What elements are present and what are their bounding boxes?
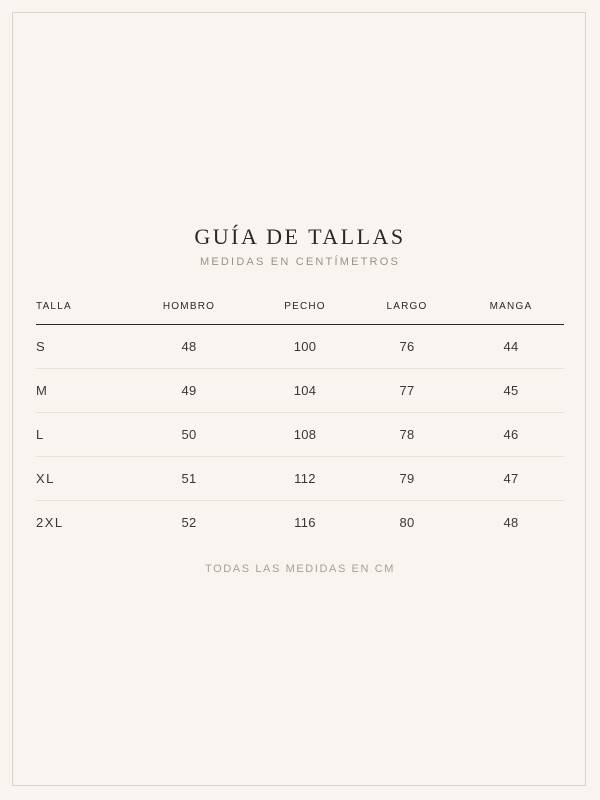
cell-talla: S — [36, 325, 124, 369]
cell-manga: 44 — [458, 325, 564, 369]
cell-manga: 47 — [458, 457, 564, 501]
table-row — [36, 501, 564, 545]
cell-largo: 78 — [356, 413, 458, 457]
header-largo: LARGO — [356, 288, 458, 325]
cell-manga: 46 — [458, 413, 564, 457]
cell-hombro: 48 — [124, 325, 254, 369]
cell-largo: 77 — [356, 369, 458, 413]
cell-hombro: 51 — [124, 457, 254, 501]
cell-manga: 48 — [503, 515, 519, 530]
cell-pecho: 112 — [254, 457, 356, 501]
cell-largo: 76 — [356, 325, 458, 369]
table-header-row — [36, 288, 564, 325]
page-title: GUÍA DE TALLAS — [194, 224, 406, 249]
table-row — [36, 457, 564, 501]
cell-pecho: 104 — [254, 369, 356, 413]
cell-pecho: 108 — [254, 413, 356, 457]
cell-largo: 80 — [399, 515, 415, 530]
table-row — [36, 325, 564, 369]
cell-hombro: 52 — [181, 515, 197, 530]
page-subtitle: MEDIDAS EN CENTÍMETROS — [200, 256, 400, 268]
cell-manga: 45 — [458, 369, 564, 413]
header-hombro: HOMBRO — [124, 288, 254, 325]
table-row — [36, 413, 564, 457]
cell-hombro: 49 — [124, 369, 254, 413]
cell-largo: 79 — [356, 457, 458, 501]
cell-talla: M — [36, 369, 124, 413]
header-manga: MANGA — [458, 288, 564, 325]
cell-talla: XL — [36, 457, 124, 501]
cell-pecho: 100 — [254, 325, 356, 369]
cell-hombro: 50 — [124, 413, 254, 457]
cell-talla: L — [36, 413, 124, 457]
cell-talla: 2XL — [36, 515, 64, 530]
table-row — [36, 369, 564, 413]
header-talla: TALLA — [36, 288, 124, 325]
size-table — [36, 288, 564, 544]
footnote: TODAS LAS MEDIDAS EN CM — [204, 563, 395, 575]
header-pecho: PECHO — [254, 288, 356, 325]
cell-pecho: 116 — [294, 515, 316, 530]
